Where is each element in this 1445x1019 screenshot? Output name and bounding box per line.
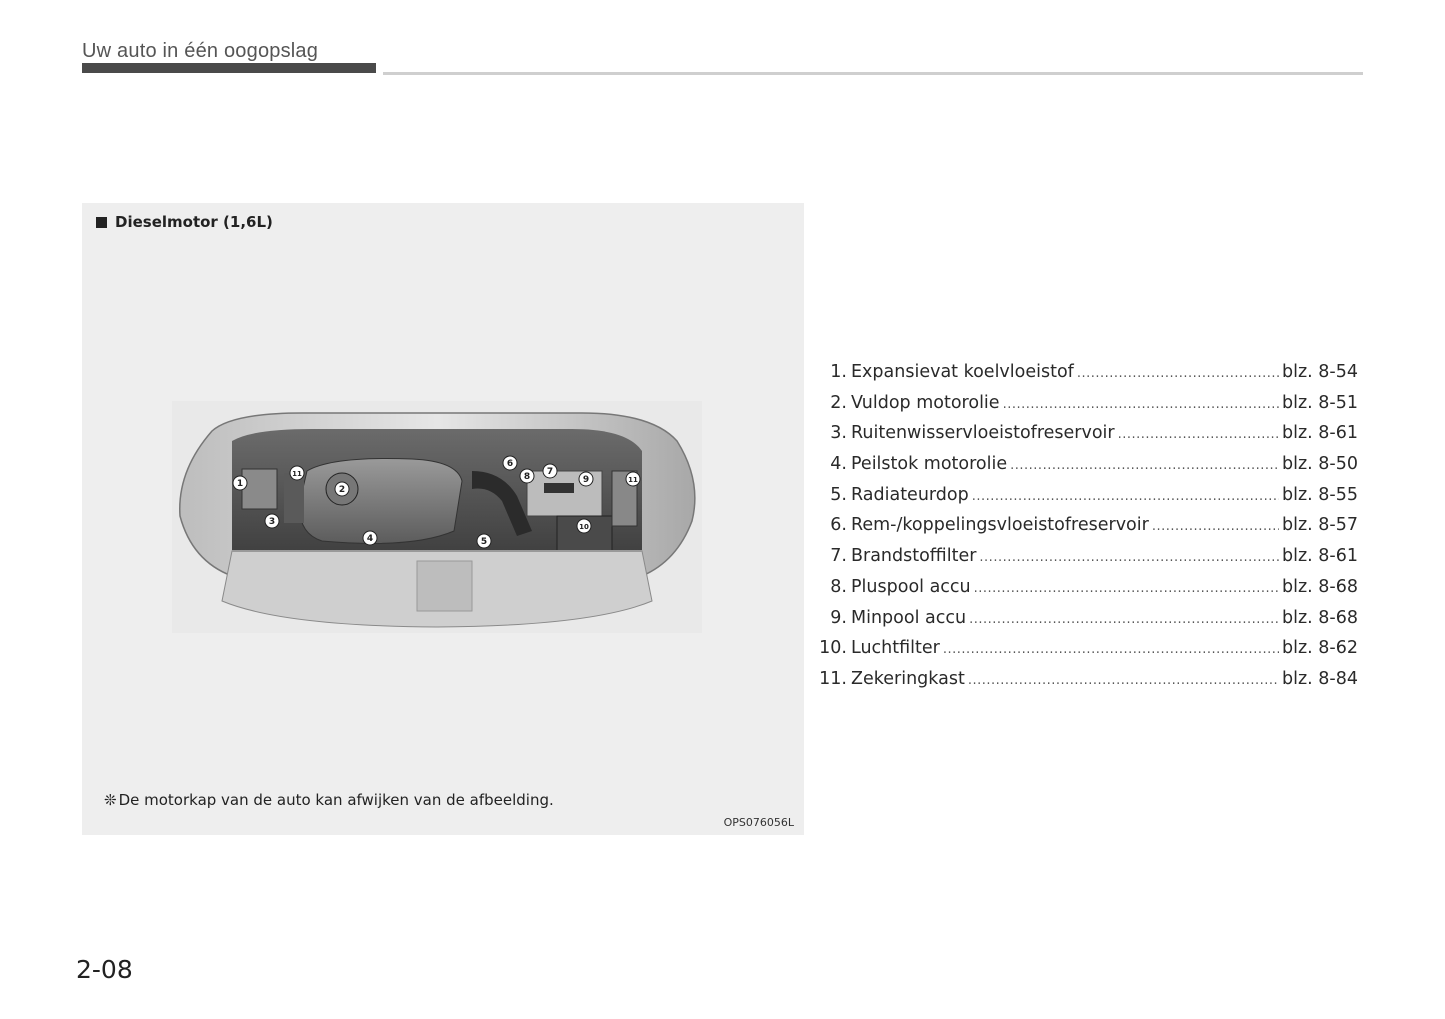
svg-text:3: 3 (268, 517, 276, 527)
list-item: 5. Radiateurdop ..... blz. 8-55 (812, 485, 1358, 516)
page-number: 2-08 (76, 955, 133, 984)
list-item: 2. Vuldop motorolie ..... blz. 8-51 (812, 393, 1358, 424)
callout-7 (543, 464, 557, 478)
svg-text:5: 5 (480, 537, 488, 547)
callout-11b (626, 472, 640, 486)
parts-list (812, 362, 1358, 700)
callout-11a (290, 466, 304, 480)
svg-text:6: 6 (506, 459, 514, 469)
square-bullet-icon (96, 217, 107, 228)
figure-title-text: Dieselmotor (1,6L) (115, 213, 273, 231)
asterisk-icon: ❊ (104, 791, 117, 809)
list-item: 3. Ruitenwisservloeistofreservoir ..... blz. 8-61 (812, 423, 1358, 454)
callout-3 (265, 514, 279, 528)
header-rule (383, 72, 1363, 75)
svg-text:4: 4 (366, 534, 374, 544)
callout-1 (233, 476, 247, 490)
callout-5 (477, 534, 491, 548)
engine-bay-illustration (172, 401, 702, 633)
list-item: 8. Pluspool accu ..... blz. 8-68 (812, 577, 1358, 608)
svg-text:9: 9 (582, 475, 590, 485)
svg-text:11: 11 (628, 476, 638, 484)
callout-6 (503, 456, 517, 470)
list-item: 9. Minpool accu ..... blz. 8-68 (812, 608, 1358, 639)
list-item: 7. Brandstoffilter ..... blz. 8-61 (812, 546, 1358, 577)
figure-title (96, 213, 273, 231)
svg-text:7: 7 (546, 467, 554, 477)
callout-8 (520, 469, 534, 483)
callout-9 (579, 472, 593, 486)
figure-note-text: De motorkap van de auto kan afwijken van de afbeelding. (118, 791, 554, 809)
svg-text:1: 1 (236, 479, 244, 489)
figure-code: OPS076056L (723, 816, 794, 829)
svg-text:8: 8 (523, 472, 531, 482)
engine-figure (82, 203, 804, 835)
list-item: 11. Zekeringkast ..... blz. 8-84 (812, 669, 1358, 700)
callout-4 (363, 531, 377, 545)
svg-text:10: 10 (579, 523, 589, 531)
figure-note (104, 791, 554, 809)
list-item: 1. Expansievat koelvloeistof ..... blz. 8-54 (812, 362, 1358, 393)
callout-2 (335, 482, 349, 496)
header-bar-dark (82, 63, 376, 73)
list-item: 4. Peilstok motorolie ..... blz. 8-50 (812, 454, 1358, 485)
callout-10 (577, 519, 591, 533)
svg-text:11: 11 (292, 470, 302, 478)
header-title: Uw auto in één oogopslag (82, 40, 319, 62)
list-item: 10. Luchtfilter ..... blz. 8-62 (812, 638, 1358, 669)
list-item: 6. Rem-/koppelingsvloeistofreservoir ..... blz. 8-57 (812, 515, 1358, 546)
svg-text:2: 2 (338, 485, 346, 495)
